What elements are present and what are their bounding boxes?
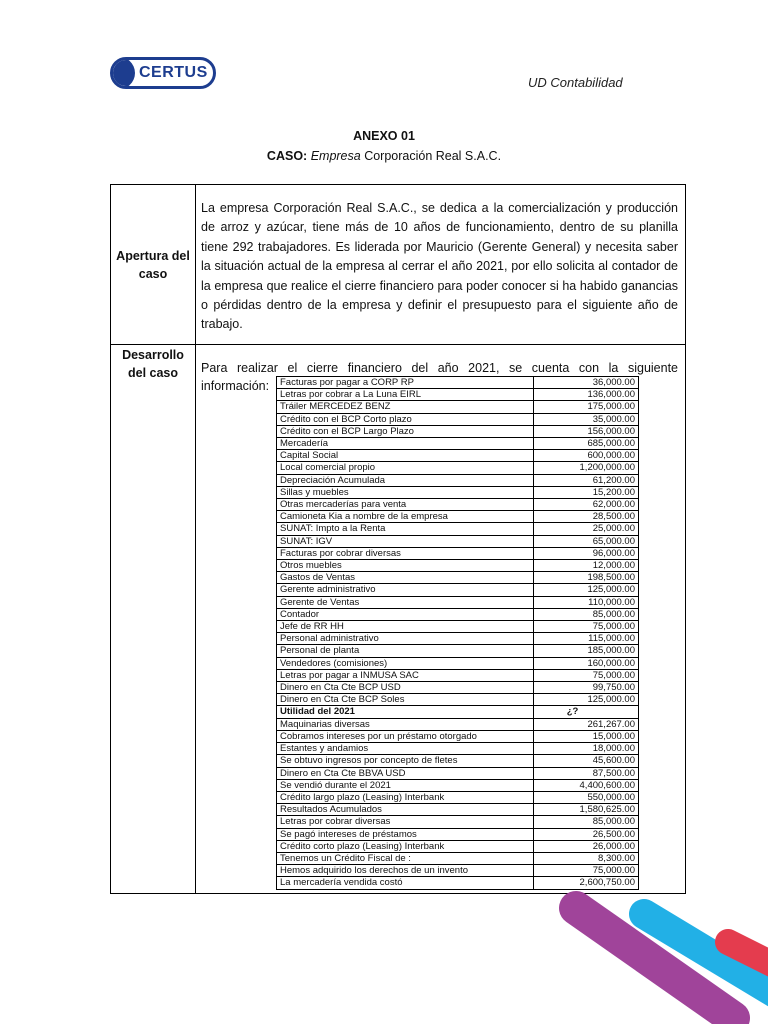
case-label: CASO:: [266, 149, 308, 163]
amount-cell: 550,000.00: [534, 791, 639, 803]
concept-cell: Tráiler MERCEDEZ BENZ: [277, 401, 534, 413]
table-row: [277, 804, 639, 816]
table-row: [277, 706, 639, 718]
concept-cell: Crédito con el BCP Largo Plazo: [277, 425, 534, 437]
concept-cell: Letras por pagar a INMUSA SAC: [277, 669, 534, 681]
concept-cell: Cobramos intereses por un préstamo otorgado: [277, 730, 534, 742]
table-row: [277, 523, 639, 535]
concept-cell: Estantes y andamios: [277, 743, 534, 755]
amount-cell: 2,600,750.00: [534, 877, 639, 889]
table-row: [277, 730, 639, 742]
amount-cell: 61,200.00: [534, 474, 639, 486]
amount-cell: 175,000.00: [534, 401, 639, 413]
amount-cell: 62,000.00: [534, 499, 639, 511]
table-row: [277, 450, 639, 462]
table-row: [277, 657, 639, 669]
concept-cell: Dinero en Cta Cte BCP Soles: [277, 694, 534, 706]
table-row: [277, 547, 639, 559]
table-row: [277, 572, 639, 584]
amount-cell: 8,300.00: [534, 852, 639, 864]
table-row: [277, 791, 639, 803]
amount-cell: 185,000.00: [534, 645, 639, 657]
case-title-rest: Corporación Real S.A.C.: [360, 149, 502, 163]
amount-cell: 26,500.00: [534, 828, 639, 840]
annex-title: ANEXO 01: [353, 129, 415, 143]
amount-cell: 28,500.00: [534, 511, 639, 523]
amount-cell: 125,000.00: [534, 584, 639, 596]
concept-cell: Capital Social: [277, 450, 534, 462]
row-divider: [110, 344, 686, 345]
concept-cell: SUNAT: IGV: [277, 535, 534, 547]
amount-cell: 96,000.00: [534, 547, 639, 559]
amount-cell: 75,000.00: [534, 669, 639, 681]
concept-cell: Se pagó intereses de préstamos: [277, 828, 534, 840]
concept-cell: Otros muebles: [277, 560, 534, 572]
amount-cell: 261,267.00: [534, 718, 639, 730]
table-row: [277, 621, 639, 633]
table-row: [277, 816, 639, 828]
concept-cell: Facturas por cobrar diversas: [277, 547, 534, 559]
case-title: [0, 149, 768, 163]
table-row: [277, 389, 639, 401]
amount-cell: 75,000.00: [534, 621, 639, 633]
amount-cell: ¿?: [534, 706, 639, 718]
table-row: [277, 645, 639, 657]
certus-logo: [110, 57, 216, 89]
concept-cell: Depreciación Acumulada: [277, 474, 534, 486]
concept-cell: Gerente administrativo: [277, 584, 534, 596]
concept-cell: Facturas por pagar a CORP RP: [277, 377, 534, 389]
table-row: [277, 840, 639, 852]
unit-label: UD Contabilidad: [528, 75, 623, 90]
table-row: [277, 596, 639, 608]
concept-cell: Hemos adquirido los derechos de un invento: [277, 865, 534, 877]
amount-cell: 65,000.00: [534, 535, 639, 547]
case-title-italic: Empresa: [310, 149, 361, 163]
concept-cell: Crédito corto plazo (Leasing) Interbank: [277, 840, 534, 852]
table-row: [277, 499, 639, 511]
table-row: [277, 462, 639, 474]
opening-text: La empresa Corporación Real S.A.C., se dedica a la comercialización y producción de arroz y azúcar, tiene más de 10 años de funcionamiento, dentro de su planilla tiene 292 trabajadores. Es liderada por Mauricio (Gerente General) y necesita saber la situación actual de la empresa al cerrar el año 2021, por ello solicita al contador de la empresa que realice el cierre financiero para poder conocer si ha habido ganancias o pérdidas dentro de la empresa y definir el presupuesto para el siguiente año de trabajo.: [201, 201, 678, 332]
concept-cell: Gerente de Ventas: [277, 596, 534, 608]
table-row: [277, 865, 639, 877]
concept-cell: Contador: [277, 608, 534, 620]
opening-label: Apertura del caso: [116, 249, 190, 281]
concept-cell: Sillas y muebles: [277, 486, 534, 498]
concept-cell: Se obtuvo ingresos por concepto de fletes: [277, 755, 534, 767]
amount-cell: 87,500.00: [534, 767, 639, 779]
logo-text: CERTUS: [139, 64, 208, 81]
development-text: Para realizar el cierre financiero del año 2021, se cuenta con la siguiente: [201, 361, 678, 375]
table-row: [277, 474, 639, 486]
amount-cell: 4,400,600.00: [534, 779, 639, 791]
amount-cell: 156,000.00: [534, 425, 639, 437]
amount-cell: 25,000.00: [534, 523, 639, 535]
amount-cell: 85,000.00: [534, 816, 639, 828]
amount-cell: 99,750.00: [534, 682, 639, 694]
table-row: [277, 694, 639, 706]
concept-cell: La mercadería vendida costó: [277, 877, 534, 889]
concept-cell: Letras por cobrar diversas: [277, 816, 534, 828]
table-row: [277, 669, 639, 681]
concept-cell: Mercadería: [277, 438, 534, 450]
table-row: [277, 608, 639, 620]
table-row: [277, 743, 639, 755]
table-row: [277, 718, 639, 730]
table-row: [277, 560, 639, 572]
concept-cell: SUNAT: Impto a la Renta: [277, 523, 534, 535]
concept-cell: Crédito largo plazo (Leasing) Interbank: [277, 791, 534, 803]
table-row: [277, 511, 639, 523]
concept-cell: Letras por cobrar a La Luna EIRL: [277, 389, 534, 401]
amount-cell: 685,000.00: [534, 438, 639, 450]
concept-cell: Dinero en Cta Cte BCP USD: [277, 682, 534, 694]
amount-cell: 26,000.00: [534, 840, 639, 852]
concept-cell: Maquinarias diversas: [277, 718, 534, 730]
concept-cell: Gastos de Ventas: [277, 572, 534, 584]
amount-cell: 1,200,000.00: [534, 462, 639, 474]
concept-cell: Se vendió durante el 2021: [277, 779, 534, 791]
amount-cell: 15,200.00: [534, 486, 639, 498]
amount-cell: 125,000.00: [534, 694, 639, 706]
table-row: [277, 377, 639, 389]
concept-cell: Vendedores (comisiones): [277, 657, 534, 669]
table-row: [277, 779, 639, 791]
concept-cell: Tenemos un Crédito Fiscal de :: [277, 852, 534, 864]
table-row: [277, 767, 639, 779]
amount-cell: 12,000.00: [534, 560, 639, 572]
table-row: [277, 438, 639, 450]
amount-cell: 198,500.00: [534, 572, 639, 584]
amount-cell: 75,000.00: [534, 865, 639, 877]
concept-cell: Crédito con el BCP Corto plazo: [277, 413, 534, 425]
concept-cell: Resultados Acumulados: [277, 804, 534, 816]
amount-cell: 15,000.00: [534, 730, 639, 742]
table-row: [277, 755, 639, 767]
amount-cell: 18,000.00: [534, 743, 639, 755]
amount-cell: 115,000.00: [534, 633, 639, 645]
table-row: [277, 828, 639, 840]
table-row: [277, 425, 639, 437]
amount-cell: 85,000.00: [534, 608, 639, 620]
amount-cell: 600,000.00: [534, 450, 639, 462]
table-row: [277, 486, 639, 498]
table-row: [277, 852, 639, 864]
amount-cell: 110,000.00: [534, 596, 639, 608]
logo-circle-mark: [110, 57, 135, 89]
concept-cell: Personal de planta: [277, 645, 534, 657]
concept-cell: Otras mercaderías para venta: [277, 499, 534, 511]
concept-cell: Local comercial propio: [277, 462, 534, 474]
table-row: [277, 682, 639, 694]
table-row: [277, 413, 639, 425]
table-row: [277, 401, 639, 413]
table-row: [277, 633, 639, 645]
table-row: [277, 535, 639, 547]
amount-cell: 1,580,625.00: [534, 804, 639, 816]
amount-cell: 35,000.00: [534, 413, 639, 425]
amount-cell: 136,000.00: [534, 389, 639, 401]
development-label: Desarrollo del caso: [122, 348, 184, 380]
concept-cell: Jefe de RR HH: [277, 621, 534, 633]
development-text-continued: información:: [201, 379, 270, 393]
financial-data-table: [276, 376, 639, 890]
brand-decoration: [548, 880, 768, 1024]
amount-cell: 45,600.00: [534, 755, 639, 767]
concept-cell: Utilidad del 2021: [277, 706, 534, 718]
concept-cell: Dinero en Cta Cte BBVA USD: [277, 767, 534, 779]
table-row: [277, 584, 639, 596]
amount-cell: 160,000.00: [534, 657, 639, 669]
concept-cell: Personal administrativo: [277, 633, 534, 645]
column-divider: [195, 184, 196, 894]
amount-cell: 36,000.00: [534, 377, 639, 389]
concept-cell: Camioneta Kia a nombre de la empresa: [277, 511, 534, 523]
